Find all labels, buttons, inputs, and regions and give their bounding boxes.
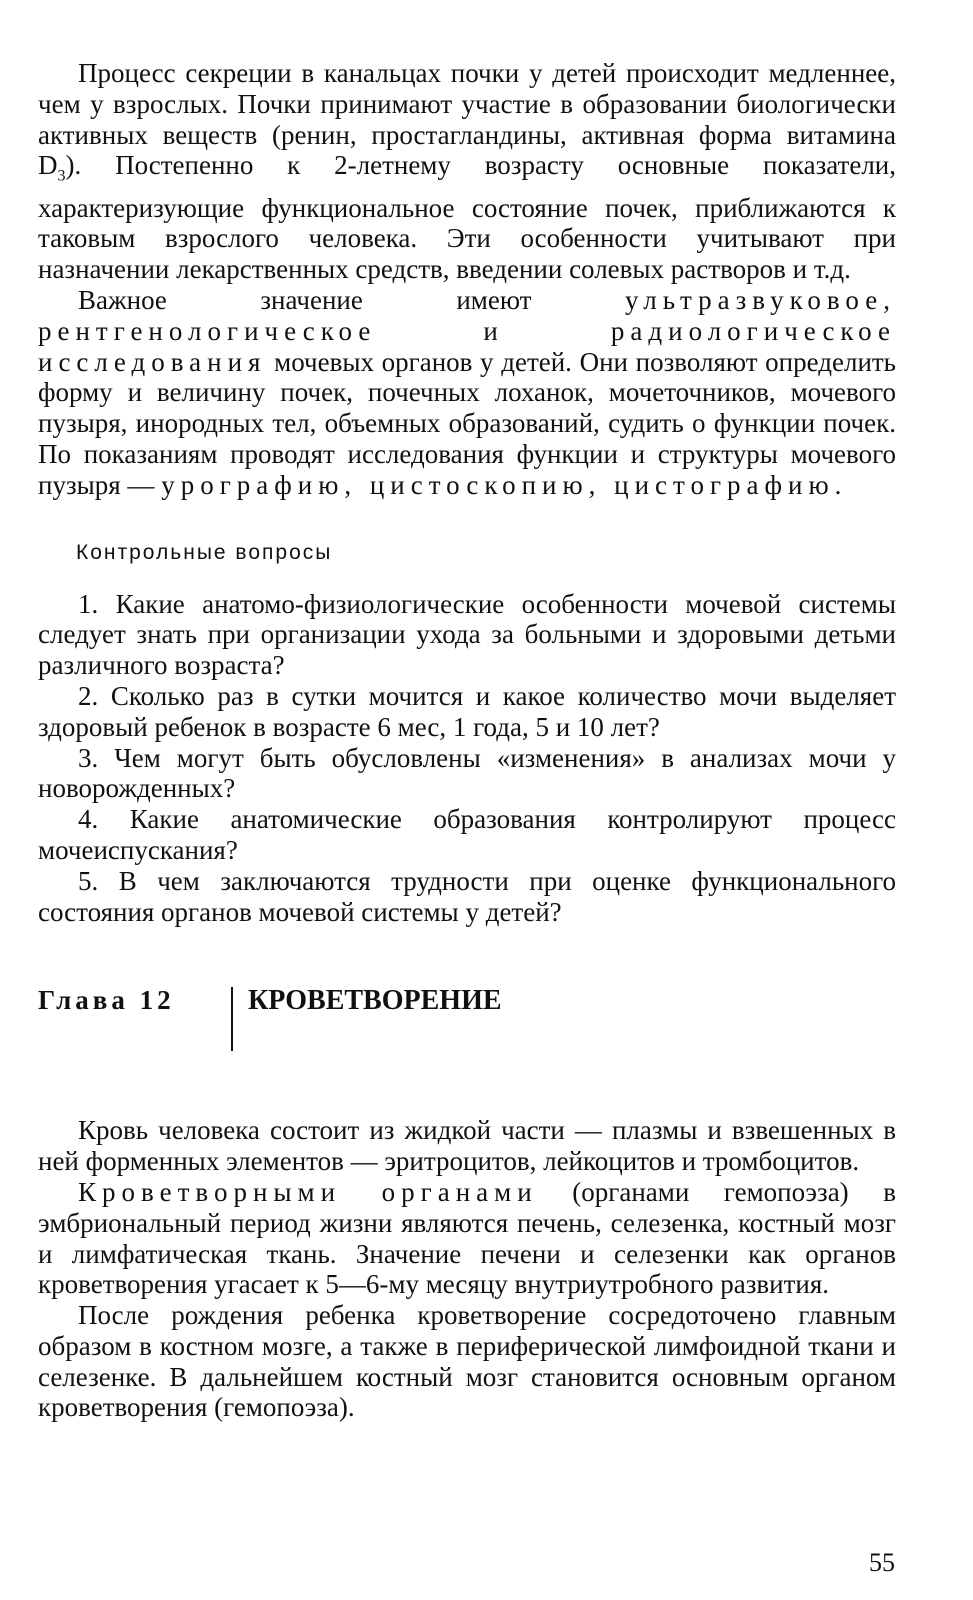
- para2-text-b: мочевых органов у детей. Они позволяют определить форму и величину почек, почечных лоханок, мочеточников, мочевого пузыря, инородных тел, объемных образований, судить о функции почек. По показаниям проводят исследования функции и структуры мочевого пузыря —: [38, 346, 896, 500]
- para2-text-a: Важное значение имеют: [78, 284, 625, 315]
- paragraph-imaging: [38, 285, 896, 501]
- chapter-title: КРОВЕТВОРЕНИЕ: [248, 985, 502, 1017]
- question-item: 5. В чем заключаются трудности при оценке функционального состояния органов мочевой системы у детей?: [38, 865, 896, 927]
- para2-spaced-text: ультразвуковое, рентгенологическое и радиологическое исследования: [38, 284, 896, 377]
- question-item: 3. Чем могут быть обусловлены «изменения» в анализах мочи у новорожденных?: [38, 742, 896, 804]
- para4-spaced-text: Кроветворными органами: [78, 1176, 538, 1207]
- question-item: 2. Сколько раз в сутки мочится и какое количество мочи выделяет здоровый ребенок в возрасте 6 мес, 1 года, 5 и 10 лет?: [38, 680, 896, 742]
- question-item: 1. Какие анатомо-физиологические особенности мочевой системы следует знать при организации ухода за больными и здоровыми детьми различного возраста?: [38, 588, 896, 681]
- question-item: 4. Какие анатомические образования контролируют процесс мочеиспускания?: [38, 804, 896, 865]
- vitamin-subscript: 3: [57, 167, 66, 185]
- chapter-heading: [38, 985, 896, 1077]
- chapter-divider: [231, 987, 233, 1051]
- page-number: 55: [869, 1548, 895, 1577]
- paragraph-hematopoietic-organs: [38, 1177, 896, 1300]
- para1-text: Процесс секреции в канальцах почки у детей происходит медленнее, чем у взрослых. Почки принимают участие в образовании биологически активных веществ (ренин, простагландины, активная форма витамина D: [38, 58, 896, 181]
- para4-text: (органами гемопоэза) в эмбриональный период жизни являются печень, селезенка, костный мозг и лимфатическая ткань. Значение печени и селезенки как органов кроветворения угасает к 5—6-му месяцу внутриутробного развития.: [38, 1176, 896, 1300]
- paragraph-after-birth: После рождения ребенка кроветворение сосредоточено главным образом в костном мозге, а также в периферической лимфоидной ткани и селезенке. В дальнейшем костный мозг становится основным органом кроветворения (гемопоэза).: [38, 1300, 896, 1423]
- paragraph-kidney-secretion: [38, 58, 896, 285]
- chapter-label: Глава 12: [38, 985, 175, 1016]
- paragraph-blood: Кровь человека состоит из жидкой части — плазмы и взвешенных в ней форменных элементов — эритроцитов, лейкоцитов и тромбоцитов.: [38, 1115, 896, 1177]
- para2-spaced-text-2: урографию, цистоскопию, цистографию.: [161, 469, 848, 500]
- para1-text-cont: ). Постепенно к 2-летнему возрасту основные показатели, характеризующие функциональное состояние почек, приближаются к таковым взрослого человека. Эти особенности учитывают при назначении лекарственных средств, введении солевых растворов и т.д.: [38, 150, 896, 285]
- page-content: [38, 58, 896, 1423]
- section-title-questions: Контрольные вопросы: [76, 540, 333, 564]
